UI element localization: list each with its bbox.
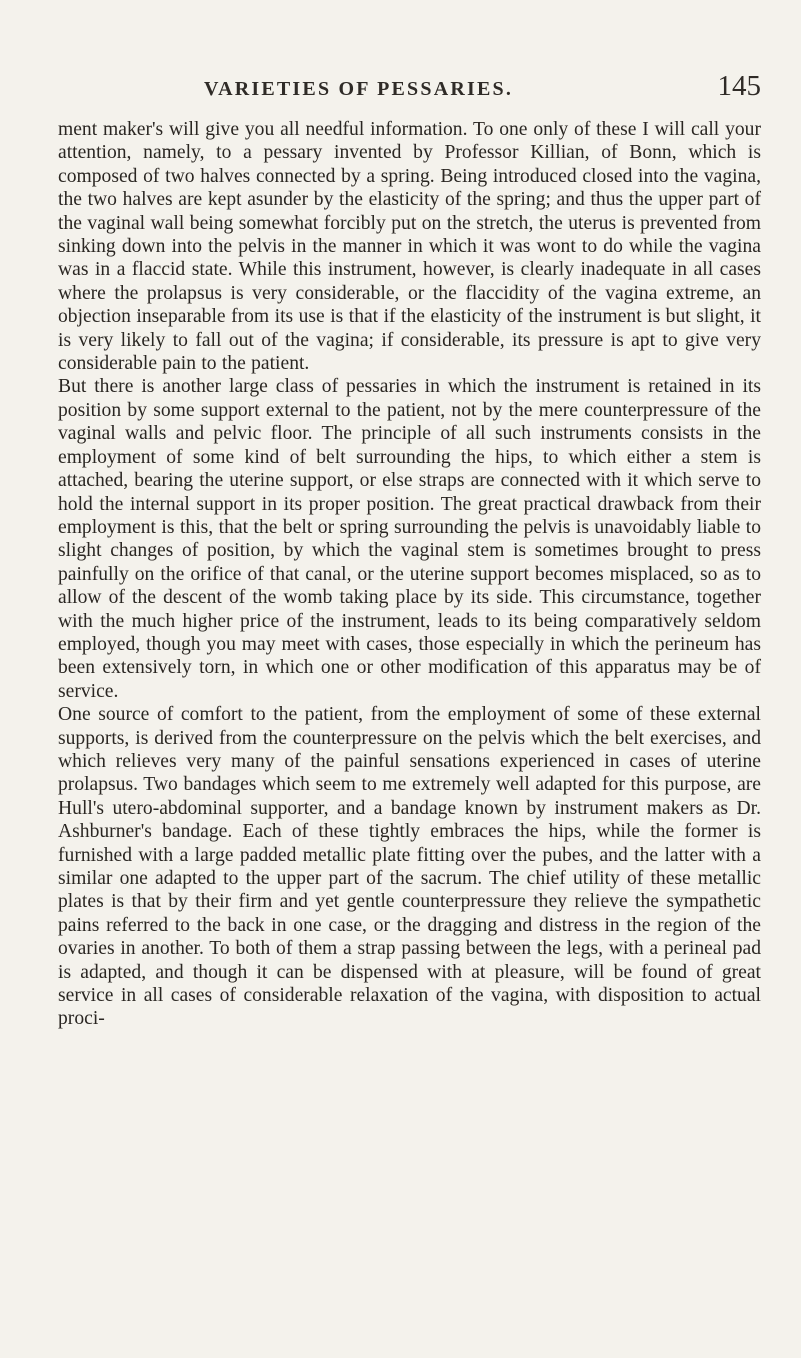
running-head-title: VARIETIES OF PESSARIES. [204, 78, 514, 100]
paragraph: But there is another large class of pessaries in which the instrument is retained in its position by some support external to the patient, not by the mere counterpressure of the vaginal walls and pelvic floor. The principle of all such instruments consists in the employment of some kind of belt surrounding the hips, to which either a stem is attached, bearing the uterine support, or else straps are connected with it which serve to hold the internal support in its proper position. The great practical drawback from their employment is this, that the belt or spring surrounding the pelvis is unavoidably liable to slight changes of position, by which the vaginal stem is sometimes brought to press painfully on the orifice of that canal, or the uterine support becomes misplaced, so as to allow of the descent of the womb taking place by its side. This circumstance, together with the much higher price of the instrument, leads to its being comparatively seldom employed, though you may meet with cases, those especially in which the perineum has been extensively torn, in which one or other modification of this apparatus may be of service. [58, 376, 761, 702]
paragraph: One source of comfort to the patient, from the employment of some of these external supports, is derived from the counterpressure on the pelvis which the belt exercises, and which relieves very many of the painful sensations experienced in cases of uterine prolapsus. Two bandages which seem to me extremely well adapted for this purpose, are Hull's utero-abdominal supporter, and a bandage known by instrument makers as Dr. Ashburner's bandage. Each of these tightly embraces the hips, while the former is furnished with a large padded metallic plate fitting over the pubes, and the latter with a similar one adapted to the upper part of the sacrum. The chief utility of these metallic plates is that by their firm and yet gentle counterpressure they relieve the sympathetic pains referred to the back in one case, or the dragging and distress in the region of the ovaries in another. To both of them a strap passing between the legs, with a perineal pad is adapted, and though it can be dispensed with at pleasure, will be found of great service in all cases of considerable relaxation of the vagina, with disposition to actual proci- [58, 704, 761, 1030]
paragraph: ment maker's will give you all needful information. To one only of these I will call your attention, namely, to a pessary invented by Professor Killian, of Bonn, which is composed of two halves connected by a spring. Being introduced closed into the vagina, the two halves are kept asunder by the elasticity of the spring; and thus the upper part of the vaginal wall being somewhat forcibly put on the stretch, the uterus is prevented from sinking down into the pelvis in the manner in which it was wont to do while the vagina was in a flaccid state. While this instrument, however, is clearly inadequate in all cases where the prolapsus is very considerable, or the flaccidity of the vagina extreme, an objection inseparable from its use is that if the elasticity of the instrument is but slight, it is very likely to fall out of the vagina; if considerable, its pressure is apt to give very considerable pain to the patient. [58, 119, 761, 375]
body-text [58, 118, 761, 1031]
running-head [58, 70, 761, 118]
page-number: 145 [717, 70, 761, 102]
